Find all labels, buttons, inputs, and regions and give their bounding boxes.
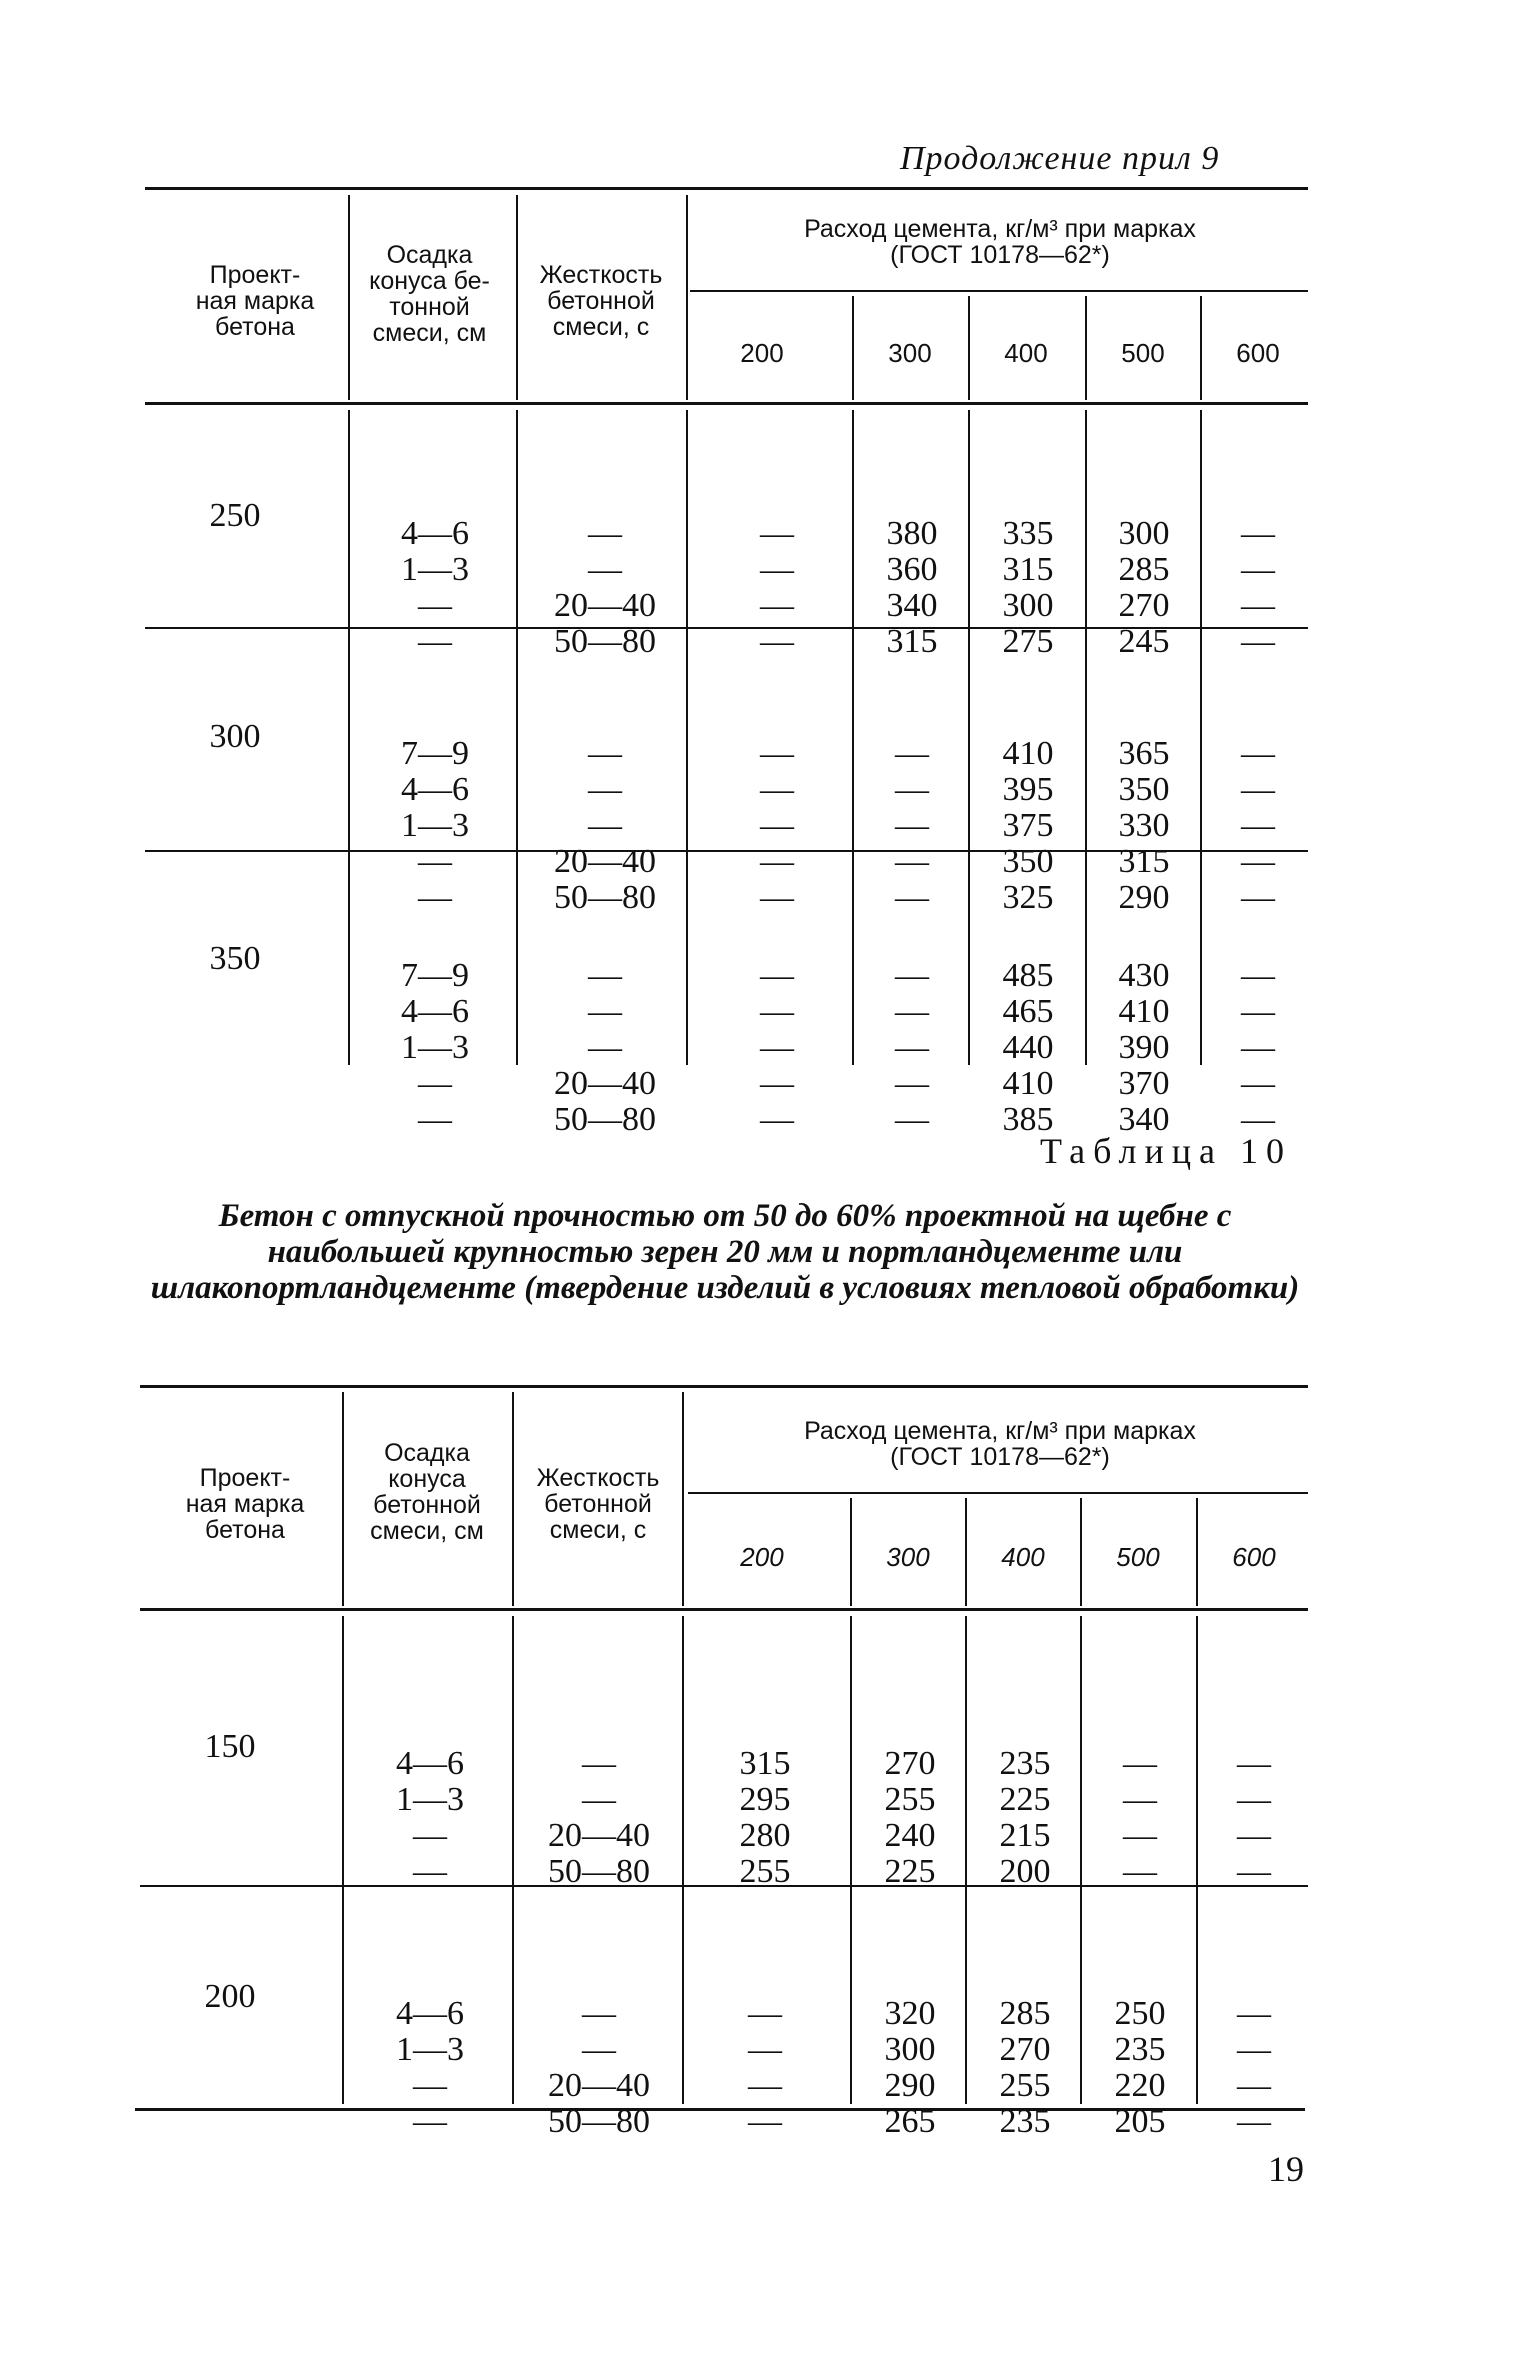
rule-header-bottom <box>140 1608 1308 1611</box>
value-cell: 285 270 255 235 <box>999 1995 1051 2140</box>
slump-cell: 4—6 1—3 — — <box>401 515 469 660</box>
grade-cell: 200 <box>204 1978 256 2015</box>
value-cell: — — — — <box>1123 1745 1157 1890</box>
rule-header-bottom <box>145 402 1308 405</box>
value-cell: — — — — — <box>895 735 929 916</box>
col-divider <box>1085 296 1087 400</box>
header-stiffness: Жесткость бетонной смеси, с <box>536 1464 660 1544</box>
value-cell: 250 235 220 205 <box>1114 1995 1166 2140</box>
col-divider <box>516 410 518 1065</box>
table-caption: Бетон с отпускной прочностью от 50 до 60% проектной на щебне с наибольшей крупностью зерен 20 мм и портландцементе или шлакопортландцементе (твердение изделий в условиях тепловой обработки) <box>150 1198 1300 1306</box>
rule-subheader <box>688 1492 1308 1494</box>
col-divider <box>1085 410 1087 1065</box>
stiffness-cell: — — 20—40 50—80 <box>548 1745 650 1890</box>
stiffness-cell: — — 20—40 50—80 <box>554 515 656 660</box>
header-consumption: Расход цемента, кг/м³ при марках (ГОСТ 10178—62*) <box>804 1417 1196 1471</box>
col-divider <box>1080 1616 1082 2104</box>
grade-cell: 350 <box>209 940 261 977</box>
value-cell: 320 300 290 265 <box>884 1995 936 2140</box>
value-cell: 270 255 240 225 <box>884 1745 936 1890</box>
col-divider <box>1196 1498 1198 1606</box>
value-cell: 485 465 440 410 385 <box>1002 957 1054 1138</box>
header-slump: Осадка конуса бетонной смеси, см <box>370 1439 484 1545</box>
stiffness-cell: — — 20—40 50—80 <box>548 1995 650 2140</box>
header-consumption: Расход цемента, кг/м³ при марках (ГОСТ 10178—62*) <box>804 215 1196 269</box>
value-cell: — — — — <box>760 515 794 660</box>
slump-cell: 7—9 4—6 1—3 — — <box>401 957 469 1138</box>
value-cell: 430 410 390 370 340 <box>1118 957 1170 1138</box>
grade-cell: 300 <box>209 718 261 755</box>
value-cell: — — — — — <box>895 957 929 1138</box>
col-divider <box>852 410 854 1065</box>
header-mark-400: 400 <box>1001 1542 1045 1572</box>
value-cell: 300 285 270 245 <box>1118 515 1170 660</box>
col-divider <box>1080 1498 1082 1606</box>
value-cell: 380 360 340 315 <box>886 515 938 660</box>
col-divider <box>512 1616 514 2104</box>
value-cell: — — — — <box>1237 1995 1271 2140</box>
header-grade: Проект- ная марка бетона <box>195 261 315 341</box>
header-grade: Проект- ная марка бетона <box>185 1464 305 1544</box>
header-slump: Осадка конуса бе- тонной смеси, см <box>369 241 490 347</box>
col-divider <box>348 410 350 1065</box>
col-divider <box>850 1498 852 1606</box>
header-mark-300: 300 <box>886 1542 930 1572</box>
col-divider <box>965 1616 967 2104</box>
col-divider <box>965 1498 967 1606</box>
header-stiffness: Жесткость бетонной смеси, с <box>539 261 663 341</box>
value-cell: — — — — <box>1237 1745 1271 1890</box>
col-divider <box>1200 410 1202 1065</box>
stiffness-cell: — — — 20—40 50—80 <box>554 735 656 916</box>
col-divider <box>852 296 854 400</box>
col-divider <box>686 410 688 1065</box>
col-divider <box>968 296 970 400</box>
value-cell: 235 225 215 200 <box>999 1745 1051 1890</box>
header-mark-300: 300 <box>888 338 932 368</box>
value-cell: — — — — — <box>760 957 794 1138</box>
header-mark-600: 600 <box>1236 338 1280 368</box>
grade-cell: 150 <box>204 1728 256 1765</box>
value-cell: — — — — <box>748 1995 782 2140</box>
header-mark-200: 200 <box>740 1542 784 1572</box>
col-divider <box>682 1616 684 2104</box>
rule-top <box>145 187 1308 190</box>
rule-subheader <box>690 290 1308 292</box>
rule-top <box>140 1385 1308 1388</box>
value-cell: 410 395 375 350 325 <box>1002 735 1054 916</box>
value-cell: — — — — <box>1241 515 1275 660</box>
header-mark-200: 200 <box>740 338 784 368</box>
continuation-label: Продолжение прил 9 <box>900 140 1220 177</box>
value-cell: 335 315 300 275 <box>1002 515 1054 660</box>
col-divider <box>1200 296 1202 400</box>
table-number-label: Таблица 10 <box>1040 1131 1292 1171</box>
value-cell: 365 350 330 315 290 <box>1118 735 1170 916</box>
stiffness-cell: — — — 20—40 50—80 <box>554 957 656 1138</box>
header-mark-400: 400 <box>1004 338 1048 368</box>
slump-cell: 4—6 1—3 — — <box>396 1745 464 1890</box>
col-divider <box>1196 1616 1198 2104</box>
value-cell: — — — — — <box>760 735 794 916</box>
header-mark-600: 600 <box>1232 1542 1276 1572</box>
grade-cell: 250 <box>209 497 261 534</box>
col-divider <box>342 1616 344 2104</box>
value-cell: — — — — — <box>1241 735 1275 916</box>
header-mark-500: 500 <box>1116 1542 1160 1572</box>
page-number: 19 <box>1268 2149 1304 2189</box>
value-cell: 315 295 280 255 <box>739 1745 791 1890</box>
header-mark-500: 500 <box>1121 338 1165 368</box>
slump-cell: 7—9 4—6 1—3 — — <box>401 735 469 916</box>
col-divider <box>850 1616 852 2104</box>
col-divider <box>968 410 970 1065</box>
value-cell: — — — — — <box>1241 957 1275 1138</box>
slump-cell: 4—6 1—3 — — <box>396 1995 464 2140</box>
